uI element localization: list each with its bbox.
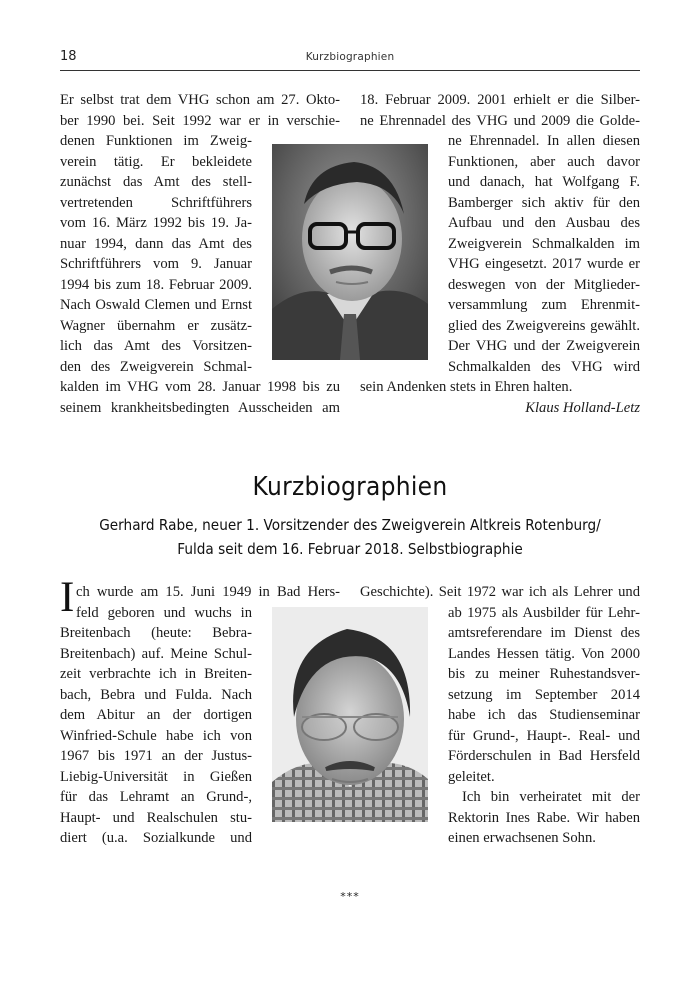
text-line: lich das Amt des Vorsitzen- (60, 338, 252, 354)
text-line: geleitet. (448, 768, 495, 785)
text-line: zeit verbrachte ich in Breiten- (60, 666, 252, 682)
text-line: Zweigverein Schmalkalden im (448, 235, 640, 252)
text-line: bis zu meiner Ruhestandsver- (448, 666, 640, 682)
text-line: versammlung zum Ehrenmit- (448, 297, 640, 313)
text-line: Haupt- und Realschulen stu- (60, 809, 252, 826)
text-line: Liebig-Universität in Gießen (60, 768, 252, 785)
text-line: denen Funktionen im Zweig- (60, 133, 252, 149)
text-line: dem Abitur an der dortigen (60, 707, 252, 723)
text-line: Bamberger sich aktiv für den (448, 194, 640, 211)
text-line: ch wurde am 15. Juni 1949 in Bad Hers- (76, 584, 340, 600)
text-line: vertretenden Schriftführers (60, 194, 252, 211)
text-line: für das Lehramt an Grund-, (60, 789, 252, 805)
text-line: vom 16. März 1992 bis 19. Ja- (60, 215, 252, 231)
text-line: Wagner übernahm er zusätz- (60, 317, 252, 334)
text-line: einen erwachsenen Sohn. (448, 830, 596, 846)
text-line: 1994 bis zum 18. Februar 2009. (60, 276, 252, 293)
text-line: Ich bin verheiratet mit der (462, 789, 640, 805)
text-line: verein tätig. Er bekleidete (60, 153, 252, 170)
text-line: Rektorin Ines Rabe. Wir haben (448, 809, 640, 826)
text-line: für Grund-, Haupt-. Real- und (448, 727, 640, 744)
text-line: 18. Februar 2009. 2001 erhielt er die Silber- (360, 92, 640, 108)
text-line: Breitenbach) auf. Meine Schul- (60, 645, 252, 662)
header-rule (60, 70, 640, 71)
text-line: deswegen von der Mitglieder- (448, 276, 640, 293)
text-line: zunächst das Amt des stell- (60, 174, 252, 190)
article-subtitle-line-2: Fulda seit dem 16. Februar 2018. Selbstbiographie (177, 540, 523, 558)
drop-cap: I (60, 574, 75, 621)
text-line: Geschichte). Seit 1972 war ich als Lehrer und (360, 584, 640, 600)
text-line: ne Ehrennadel. In allen diesen (448, 133, 640, 149)
text-line: Förderschulen in Bad Hersfeld (448, 748, 640, 764)
text-line: ab 1975 als Ausbilder für Lehr- (448, 604, 640, 621)
text-line: Nach Oswald Clemen und Ernst (60, 297, 252, 313)
text-line: glied des Zweigvereins gewählt. (448, 317, 640, 334)
section-heading: Kurzbiographien (252, 472, 448, 502)
text-line: ne Ehrennadel des VHG und 2009 die Golde- (360, 112, 640, 129)
text-line: habe ich das Studienseminar (448, 707, 640, 723)
running-title: Kurzbiographien (305, 51, 395, 63)
text-line: VHG eingesetzt. 2017 wurde er (448, 256, 640, 272)
article-subtitle-line-1: Gerhard Rabe, neuer 1. Vorsitzender des Zweigverein Altkreis Rotenburg/ (99, 516, 601, 534)
text-line: 1967 bis 1971 an der Justus- (60, 748, 252, 764)
text-line: Funktionen, aber auch davor (448, 153, 640, 170)
text-line: Er selbst trat dem VHG schon am 27. Okto- (60, 92, 340, 108)
author-signature: Klaus Holland-Letz (525, 399, 640, 416)
text-line: diert (u.a. Sozialkunde und (60, 830, 252, 846)
text-line: Breitenbach (heute: Bebra- (60, 625, 252, 641)
portrait-photo-bamberger (272, 144, 428, 360)
text-line: bach, Bebra und Fulda. Nach (60, 686, 252, 703)
text-line: Schmalkalden des VHG wird (448, 358, 640, 375)
text-line: den des Zweigverein Schmal- (60, 358, 252, 375)
text-line: sein Andenken stets in Ehren halten. (360, 379, 573, 395)
text-line: ber 1990 bei. Seit 1992 war er in verschie- (60, 112, 340, 129)
page-number: 18 (60, 49, 77, 64)
section-separator: *** (340, 890, 360, 903)
text-line: seinem krankheitsbedingten Ausscheiden am (60, 399, 340, 416)
text-line: feld geboren und wuchs in (76, 604, 252, 621)
text-line: Landes Hessen tätig. Von 2000 (448, 645, 640, 662)
text-line: Der VHG und der Zweigverein (448, 338, 640, 354)
portrait-photo-rabe (272, 607, 428, 822)
text-line: Schriftführers vom 9. Januar (60, 256, 252, 272)
text-line: und danach, hat Wolfgang F. (448, 174, 640, 190)
text-line: Aufbau und den Ausbau des (448, 215, 640, 231)
text-line: amtsreferendare im Dienst des (448, 625, 640, 641)
text-line: Winfried-Schule habe ich von (60, 727, 252, 744)
text-line: nuar 1994, dann das Amt des (60, 235, 252, 252)
text-line: kalden im VHG vom 28. Januar 1998 bis zu (60, 379, 340, 395)
text-line: setzung im September 2014 (448, 686, 640, 703)
